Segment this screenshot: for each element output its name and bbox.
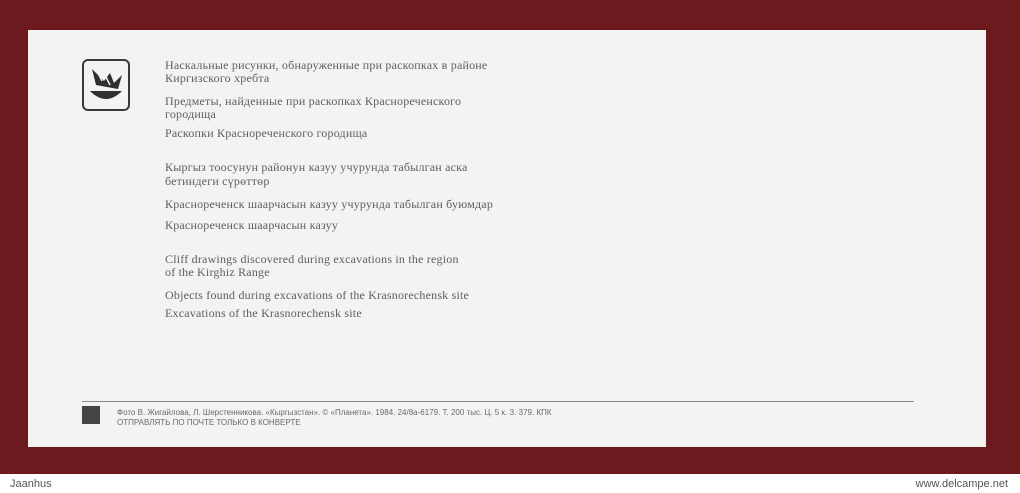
- russian-caption-1-cont: Киргизского хребта: [165, 71, 270, 85]
- english-caption-1: Cliff drawings discovered during excavations in the region: [165, 252, 459, 266]
- russian-caption-2: Предметы, найденные при раскопках Краснореченского: [165, 94, 462, 108]
- publisher-logo: [82, 59, 130, 111]
- postcard: [28, 30, 986, 447]
- kyrgyz-caption-3: Краснореченск шаарчасын казуу: [165, 218, 339, 232]
- russian-caption-3: Раскопки Краснореченского городища: [165, 126, 368, 140]
- small-publisher-logo-icon: [82, 406, 100, 424]
- seller-watermark: Jaanhus: [10, 478, 52, 490]
- kyrgyz-caption-2: Краснореченск шаарчасын казуу учурунда табылган буюмдар: [165, 197, 494, 211]
- feather-bowl-icon: [84, 61, 128, 109]
- russian-caption-2-cont: городища: [165, 107, 216, 121]
- kyrgyz-caption-1: Кыргыз тоосунун районун казуу учурунда табылган аска: [165, 160, 468, 174]
- russian-caption-1: Наскальные рисунки, обнаруженные при раскопках в районе: [165, 58, 488, 72]
- english-caption-2: Objects found during excavations of the Krasnorechensk site: [165, 288, 470, 302]
- site-watermark: www.delcampe.net: [915, 478, 1008, 490]
- footer-divider: [82, 401, 914, 402]
- english-caption-3: Excavations of the Krasnorechensk site: [165, 306, 362, 320]
- footer-mailing-note: ОТПРАВЛЯТЬ ПО ПОЧТЕ ТОЛЬКО В КОНВЕРТЕ: [117, 418, 301, 427]
- footer-credits: Фото В. Жигайлова, Л. Шерстенникова. «Кыргызстан». © «Планета». 1984. 24/8а-6179. Т. 200 тыс. Ц. 5 к. З. 379. КПК: [117, 408, 552, 417]
- kyrgyz-caption-1-cont: бетиндеги сүрөттөр: [165, 174, 270, 188]
- english-caption-1-cont: of the Kirghiz Range: [165, 265, 270, 279]
